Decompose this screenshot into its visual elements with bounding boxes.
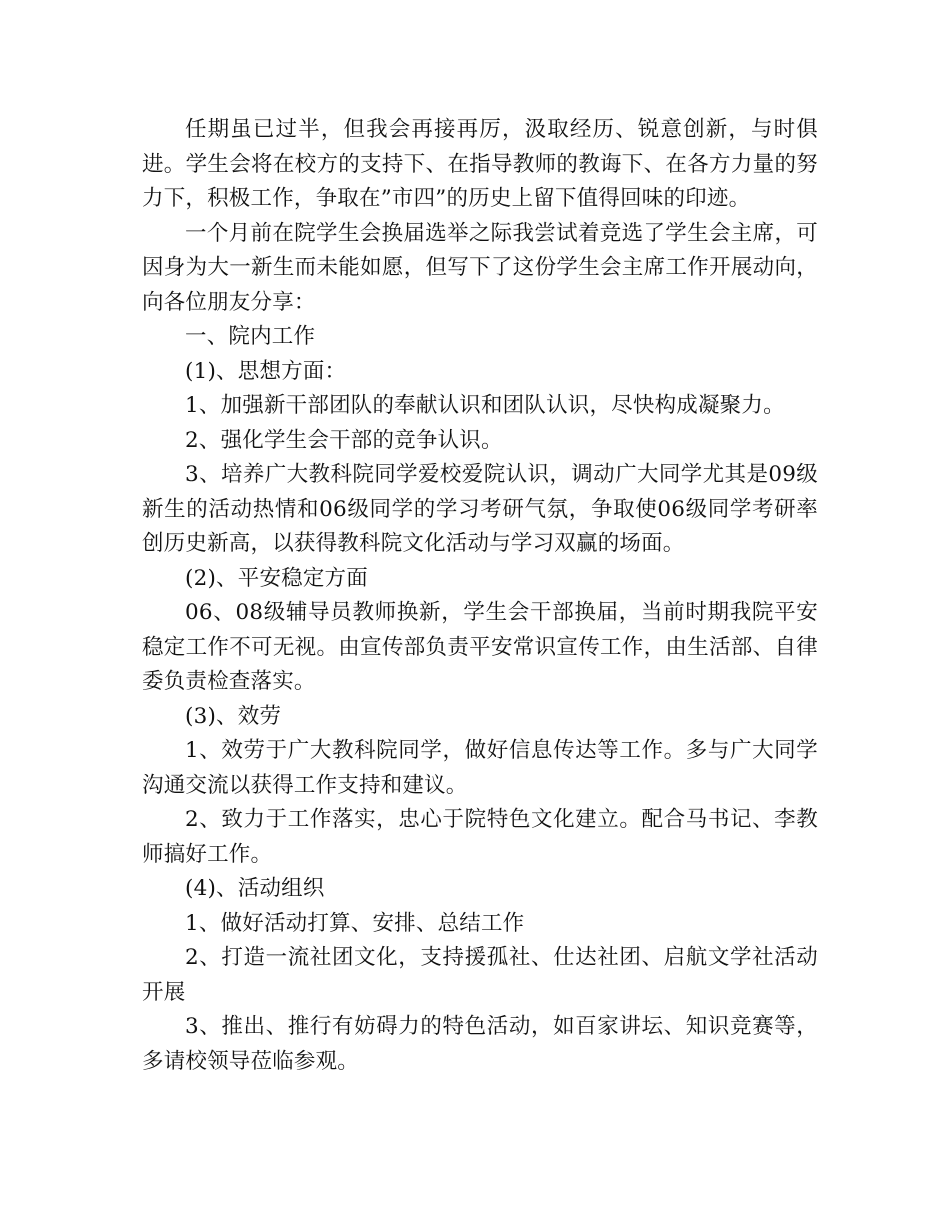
- list-item-work-implementation: 2、致力于工作落实，忠心于院特色文化建立。配合马书记、李教师搞好工作。: [142, 807, 818, 867]
- subheading-ideology: (1)、思想方面：: [185, 358, 347, 384]
- list-item-activity-planning: 1、做好活动打算、安排、总结工作: [185, 910, 525, 936]
- subheading-activity-organization: (4)、活动组织: [185, 876, 325, 901]
- list-item-club-culture: 2、打造一流社团文化，支持援孤社、仕达社团、启航文学社活动开展: [142, 945, 818, 1005]
- list-item-featured-activities: 3、推出、推行有妨碍力的特色活动，如百家讲坛、知识竞赛等，多请校领导莅临参观。: [142, 1014, 818, 1074]
- section-heading-internal-work: 一、院内工作: [185, 324, 316, 349]
- list-item-competition-awareness: 2、强化学生会干部的竞争认识。: [185, 427, 503, 453]
- paragraph-term-halfway: 任期虽已过半，但我会再接再厉，汲取经历、锐意创新，与时俱进。学生会将在校方的支持下、在指导教师的教诲下、在各方力量的努力下，积极工作，争取在”市四”的历史上留下值得回味的印迹。: [142, 117, 818, 211]
- document-body: [142, 113, 818, 1079]
- list-item-team-awareness: 1、加强新干部团队的奉献认识和团队认识，尽快构成凝聚力。: [185, 393, 785, 418]
- list-item-serve-students: 1、效劳于广大教科院同学，做好信息传达等工作。多与广大同学沟通交流以获得工作支持和建议。: [142, 738, 818, 798]
- subheading-service: (3)、效劳: [185, 703, 282, 729]
- list-item-school-love: 3、培养广大教科院同学爱校爱院认识，调动广大同学尤其是09级新生的活动热情和06级同学的学习考研气氛，争取使06级同学考研率创历史新高，以获得教科院文化活动与学习双赢的场面。: [142, 462, 818, 556]
- subheading-safety-stability: (2)、平安稳定方面: [185, 565, 368, 591]
- paragraph-election-attempt: 一个月前在院学生会换届选举之际我尝试着竞选了学生会主席，可因身为大一新生而未能如愿，但写下了这份学生会主席工作开展动向，向各位朋友分享：: [142, 220, 818, 315]
- paragraph-safety-work: 06、08级辅导员教师换新，学生会干部换届，当前时期我院平安稳定工作不可无视。由宣传部负责平安常识宣传工作，由生活部、自律委负责检查落实。: [142, 600, 818, 694]
